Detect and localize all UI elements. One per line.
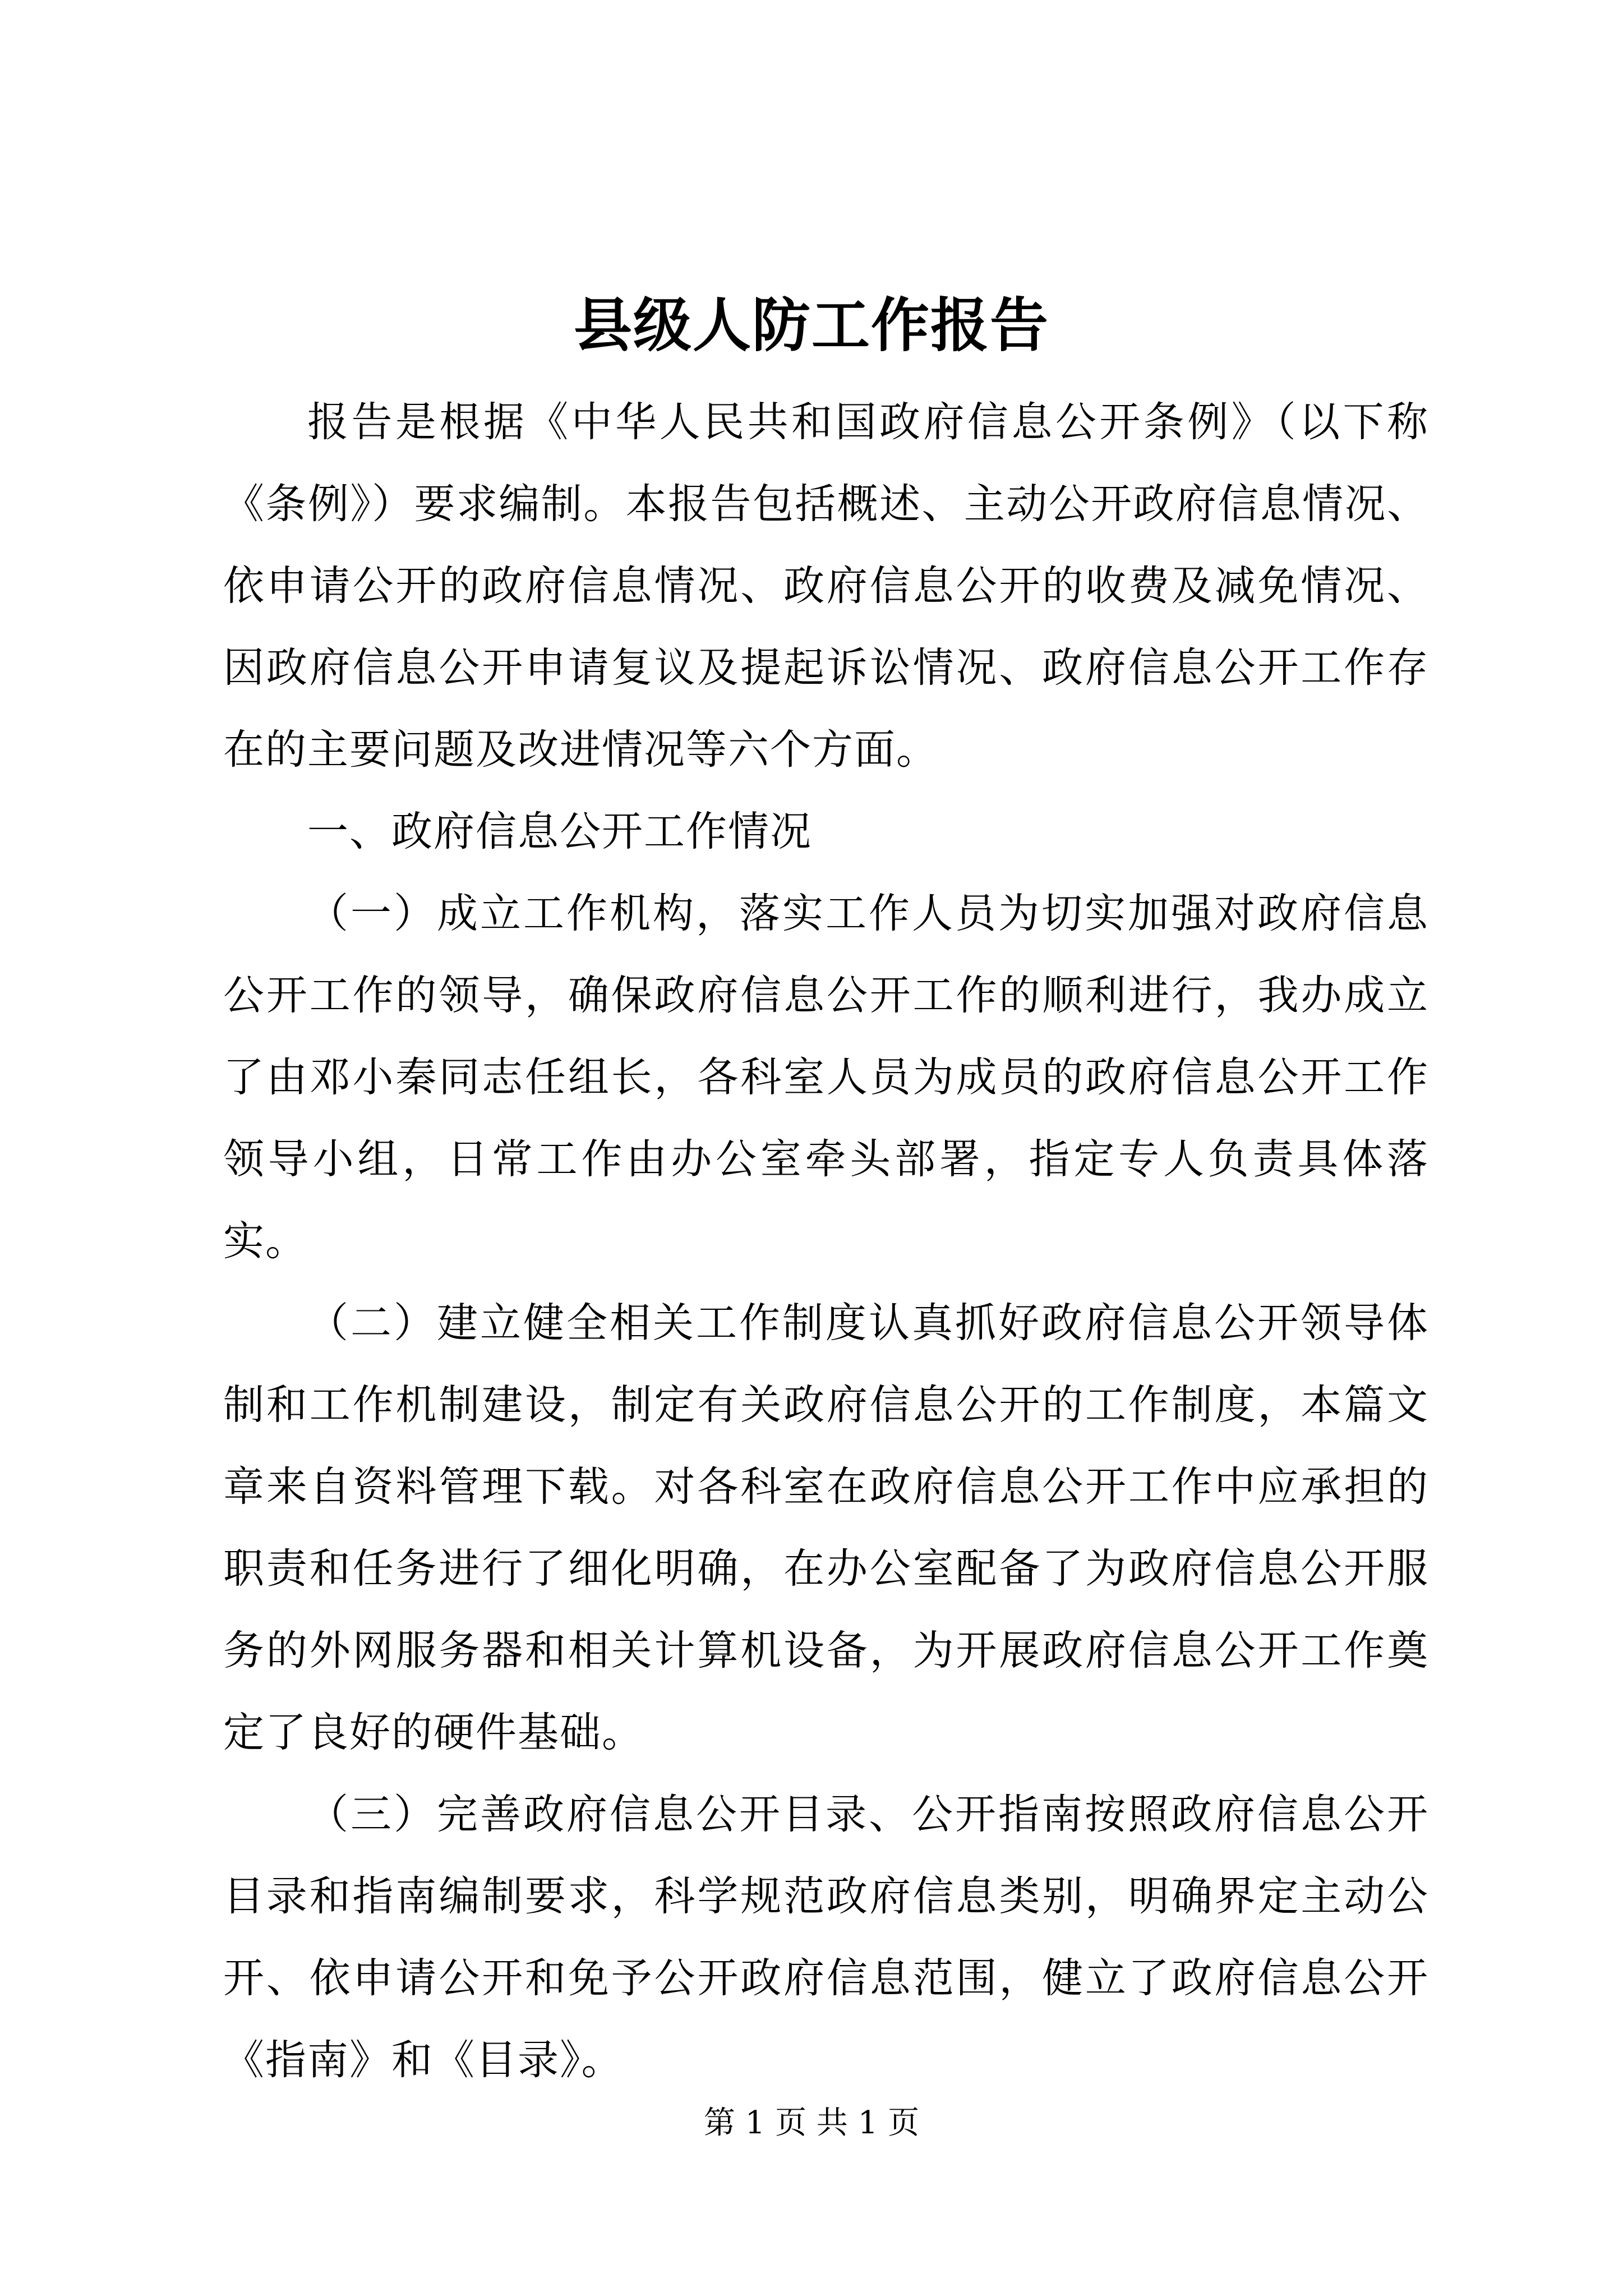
page-footer: 第 1 页 共 1 页 [703,2105,920,2141]
body-paragraph-1: （一）成立工作机构，落实工作人员为切实加强对政府信息公开工作的领导，确保政府信息公开工作的顺利进行，我办成立了由邓小秦同志任组长，各科室人员为成员的政府信息公开工作领导小组，日常工作由办公室牵头部署，指定专人负责具体落实。 [223,890,1429,1265]
document-body [223,381,1429,2101]
document-title: 县级人防工作报告 [573,291,1049,360]
intro-paragraph: 报告是根据《中华人民共和国政府信息公开条例》（以下称《条例》）要求编制。本报告包括概述、主动公开政府信息情况、依申请公开的政府信息情况、政府信息公开的收费及减免情况、因政府信息公开申请复议及提起诉讼情况、政府信息公开工作存在的主要问题及改进情况等六个方面。 [223,398,1429,774]
section-heading: 一、政府信息公开工作情况 [307,808,812,855]
body-paragraph-2: （二）建立健全相关工作制度认真抓好政府信息公开领导体制和工作机制建设，制定有关政府信息公开的工作制度，本篇文章来自资料管理下载。对各科室在政府信息公开工作中应承担的职责和任务进行了细化明确，在办公室配备了为政府信息公开服务的外网服务器和相关计算机设备，为开展政府信息公开工作奠定了良好的硬件基础。 [223,1299,1429,1756]
body-paragraph-3: （三）完善政府信息公开目录、公开指南按照政府信息公开目录和指南编制要求，科学规范政府信息类别，明确界定主动公开、依申请公开和免予公开政府信息范围，健立了政府信息公开《指南》和《目录》。 [223,1791,1429,2084]
